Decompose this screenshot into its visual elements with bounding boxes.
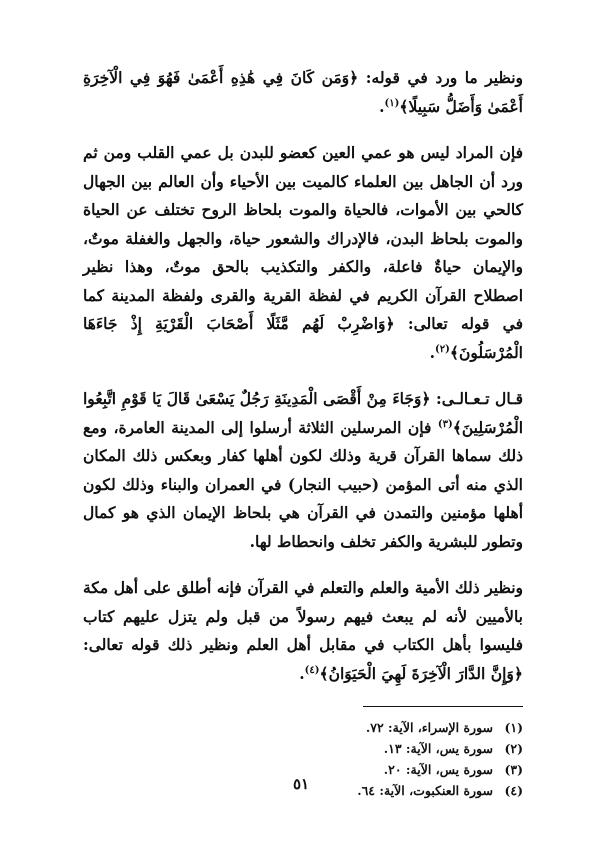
verse-open-bracket: ﴿ (385, 314, 395, 333)
paragraph (83, 574, 523, 688)
verse-open-bracket: ﴿ (513, 663, 523, 683)
paragraph (83, 64, 523, 121)
footnote-separator (363, 706, 523, 707)
footnote-text: سورة العنكبوت، الآية: ٦٤. (357, 783, 493, 798)
footnote-reference: (٣) (437, 418, 453, 430)
footnote-number: (٤) (504, 783, 523, 798)
page-number: ٥١ (292, 775, 310, 793)
paragraph-text: قـال تـعـالـى: (430, 389, 523, 408)
paragraph-text: . (379, 96, 385, 116)
footnote-number: (٣) (504, 762, 523, 777)
verse-close-bracket: ﴾ (449, 342, 459, 362)
paragraph-text: فإن المراد ليس هو عمي العين كعضو للبدن بل عمي القلب ومن ثم ورد أن الجاهل بين العلماء كالميت بين الأحياء وأن العالم بين الجهال كالحي بين الأموات، فالحياة والموت بلحاظ الروح تختلف عن الحياة والموت بلحاظ البدن، فالإدراك والشعور حياة، والجهل والغفلة موتٌ، والإيمان حياةٌ فاعلة، والكفر والتكذيب بالحق موتٌ، وهذا نظير اصطلاح القرآن الكريم في لفظة القرية والقرى ولفظة المدينة كما في قوله تعالى: (83, 143, 523, 333)
verse-close-bracket: ﴾ (452, 417, 462, 437)
paragraph-text: فإن المرسلين الثلاثة أرسلوا إلى المدينة العامرة، ومع ذلك سماها القرآن قرية وذلك لكون أهلها كفار وبعكس ذلك المكان الذي منه أتى المؤمن (حبيب النجار) في العمران والبناء وذلك لكون أهلها مؤمنين والتمدن في القرآن هي بلحاظ الإيمان الذي هو كمال وتطور للبشرية والكفر تخلف وانحطاط لها. (83, 417, 523, 551)
footnote-text: سورة الإسراء، الآية: ٧٢. (365, 720, 493, 735)
verse-close-bracket: ﴾ (399, 96, 409, 116)
paragraph-text: . (299, 663, 305, 683)
page-body (83, 64, 523, 801)
verse-open-bracket: ﴿ (349, 68, 359, 87)
verse-open-bracket: ﴿ (421, 389, 431, 408)
footnote-reference: (٢) (435, 343, 450, 355)
quran-verse: وَمَن كَانَ فِي هَٰذِهِ أَعْمَىٰ فَهُوَ فِي الْآخِرَةِ أَعْمَىٰ وَأَضَلُّ سَبِيلًا (83, 68, 523, 116)
footnote-number: (١) (504, 720, 523, 735)
paragraph (83, 139, 523, 367)
verse-close-bracket: ﴾ (319, 663, 329, 683)
footnote-text: سورة يس، الآية: ١٣. (383, 741, 493, 756)
paragraph (83, 385, 523, 556)
footnote-item (83, 717, 523, 738)
paragraph-text: . (429, 342, 435, 362)
quran-verse: وَاضْرِبْ لَهُم مَّثَلًا أَصْحَابَ الْقَرْيَةِ إِذْ جَاءَهَا الْمُرْسَلُونَ (83, 314, 523, 362)
quran-verse: وَإِنَّ الدَّارَ الْآخِرَةَ لَهِيَ الْحَيَوَانُ (328, 663, 514, 683)
footnote-reference: (١) (384, 97, 400, 109)
footnote-reference: (٤) (304, 664, 320, 676)
footnote-number: (٢) (504, 741, 523, 756)
paragraph-text: ونظير ما ورد في قوله: (358, 68, 523, 87)
footnote-text: سورة يس، الآية: ٢٠. (383, 762, 493, 777)
main-text (83, 64, 523, 688)
paragraph-text: ونظير ذلك الأمية والعلم والتعلم في القرآن فإنه أطلق على أهل مكة بالأميين لأنه لم يبعث فيهم رسولاً من قبل ولم يتزل عليهم كتاب فليسوا بأهل الكتاب في مقابل أهل العلم ونظير ذلك قوله تعالى: (83, 578, 523, 654)
footnote-item (83, 738, 523, 759)
quran-verse: وَجَاءَ مِنْ أَقْصَى الْمَدِينَةِ رَجُلٌ يَسْعَىٰ قَالَ يَا قَوْمِ اتَّبِعُوا الْمُرْسَلِينَ (83, 389, 523, 437)
